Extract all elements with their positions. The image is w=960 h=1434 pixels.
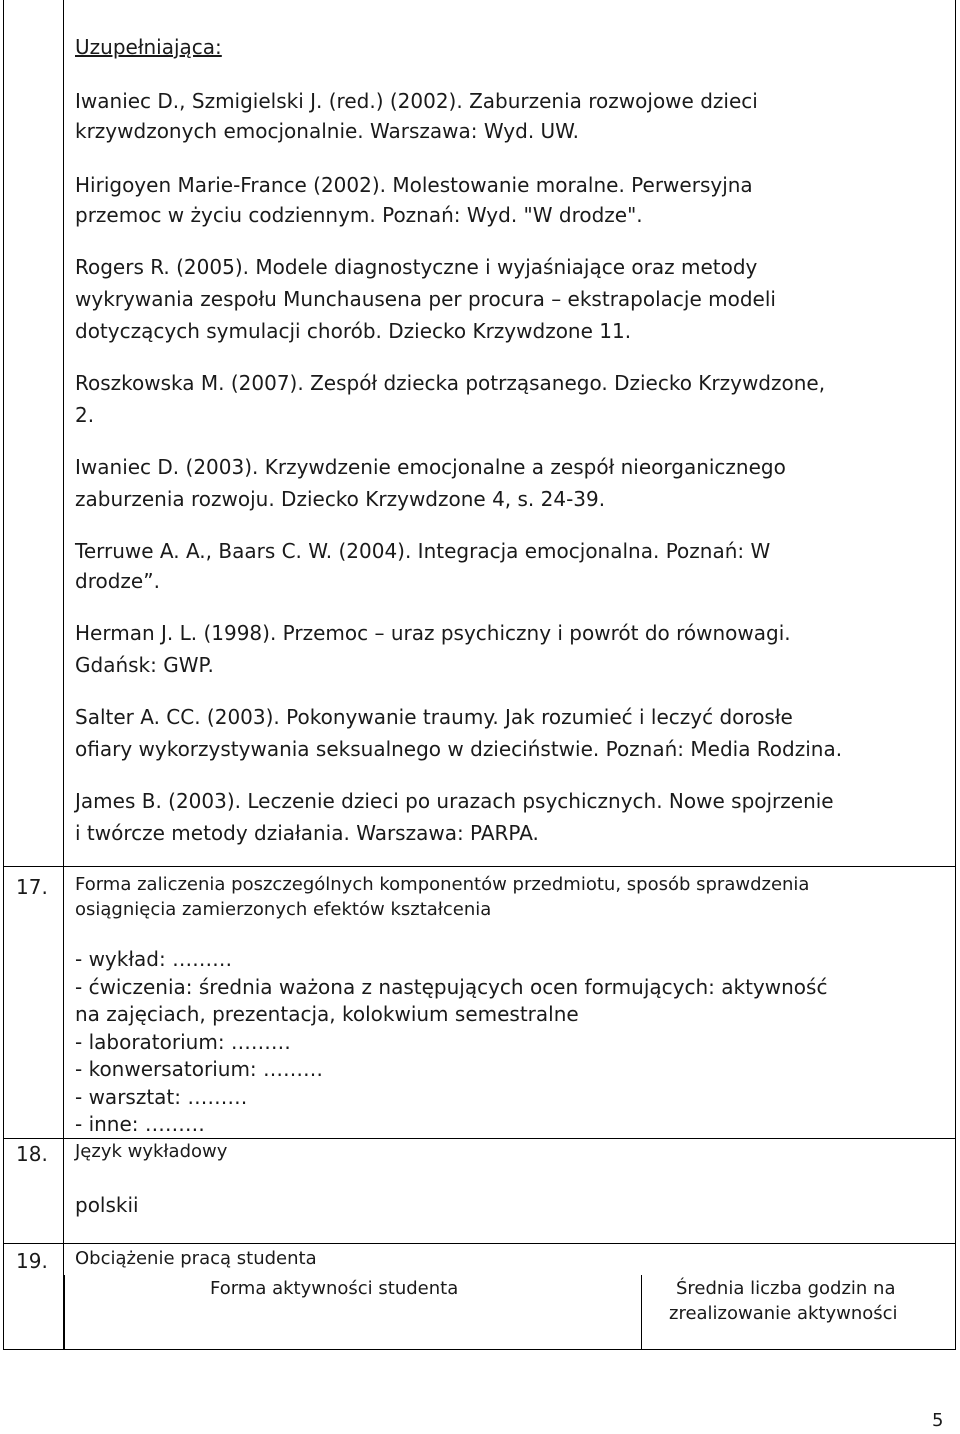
row-divider-19 — [3, 1243, 956, 1244]
section-17-title-line-2: osiągnięcia zamierzonych efektów kształcenia — [75, 899, 492, 920]
section-19-number: 19. — [16, 1249, 48, 1273]
page-number: 5 — [932, 1410, 944, 1431]
bib-entry-3-line-2: wykrywania zespołu Munchausena per procura – ekstrapolacje modeli — [75, 287, 776, 311]
language-value: polskii — [75, 1193, 139, 1217]
table-border-bottom — [3, 1349, 956, 1350]
bib-entry-4-line-2: 2. — [75, 403, 95, 427]
workload-col-hours-header-line-1: Średnia liczba godzin na — [676, 1278, 896, 1299]
bib-entry-8-line-1: Salter A. CC. (2003). Pokonywanie traumy. Jak rozumieć i leczyć dorosłe — [75, 705, 793, 729]
assessment-item-exercises-cont: na zajęciach, prezentacja, kolokwium semestralne — [75, 1002, 579, 1026]
workload-col-divider-1 — [64, 1275, 65, 1350]
supplementary-heading: Uzupełniająca: — [75, 35, 222, 59]
section-17-number: 17. — [16, 875, 48, 899]
workload-col-divider-2 — [641, 1275, 642, 1350]
bib-entry-7-line-2: Gdańsk: GWP. — [75, 653, 214, 677]
bib-entry-2-line-2: przemoc w życiu codziennym. Poznań: Wyd. "W drodze". — [75, 203, 643, 227]
bib-entry-1-line-1: Iwaniec D., Szmigielski J. (red.) (2002). Zaburzenia rozwojowe dzieci — [75, 89, 758, 113]
number-column-divider — [63, 0, 64, 1350]
bib-entry-3-line-3: dotyczących symulacji chorób. Dziecko Krzywdzone 11. — [75, 319, 632, 343]
assessment-item-laboratory: - laboratorium: ……… — [75, 1030, 291, 1054]
bib-entry-5-line-1: Iwaniec D. (2003). Krzywdzenie emocjonalne a zespół nieorganicznego — [75, 455, 786, 479]
section-18-number: 18. — [16, 1142, 48, 1166]
bib-entry-9-line-2: i twórcze metody działania. Warszawa: PARPA. — [75, 821, 539, 845]
bib-entry-2-line-1: Hirigoyen Marie-France (2002). Molestowanie moralne. Perwersyjna — [75, 173, 753, 197]
bib-entry-3-line-1: Rogers R. (2005). Modele diagnostyczne i wyjaśniające oraz metody — [75, 255, 758, 279]
assessment-item-other: - inne: ……… — [75, 1112, 205, 1136]
section-17-title-line-1: Forma zaliczenia poszczególnych komponentów przedmiotu, sposób sprawdzenia — [75, 874, 810, 895]
bib-entry-6-line-2: drodze”. — [75, 569, 160, 593]
assessment-item-exercises: - ćwiczenia: średnia ważona z następujących ocen formujących: aktywność — [75, 975, 828, 999]
assessment-item-workshop: - warsztat: ……… — [75, 1085, 248, 1109]
table-border-left — [3, 0, 4, 1350]
assessment-item-lecture: - wykład: ……… — [75, 947, 233, 971]
assessment-item-conversatory: - konwersatorium: ……… — [75, 1057, 324, 1081]
bib-entry-8-line-2: ofiary wykorzystywania seksualnego w dzieciństwie. Poznań: Media Rodzina. — [75, 737, 843, 761]
workload-col-activity-header: Forma aktywności studenta — [210, 1278, 459, 1299]
section-18-title: Język wykładowy — [75, 1141, 228, 1162]
section-19-title: Obciążenie pracą studenta — [75, 1248, 317, 1269]
bib-entry-4-line-1: Roszkowska M. (2007). Zespół dziecka potrząsanego. Dziecko Krzywdzone, — [75, 371, 826, 395]
table-border-right — [955, 0, 956, 1350]
bib-entry-5-line-2: zaburzenia rozwoju. Dziecko Krzywdzone 4, s. 24-39. — [75, 487, 606, 511]
bib-entry-1-line-2: krzywdzonych emocjonalnie. Warszawa: Wyd. UW. — [75, 119, 580, 143]
bib-entry-7-line-1: Herman J. L. (1998). Przemoc – uraz psychiczny i powrót do równowagi. — [75, 621, 791, 645]
row-divider-17 — [3, 866, 956, 867]
workload-col-hours-header-line-2: zrealizowanie aktywności — [669, 1303, 898, 1324]
bib-entry-9-line-1: James B. (2003). Leczenie dzieci po urazach psychicznych. Nowe spojrzenie — [75, 789, 834, 813]
bib-entry-6-line-1: Terruwe A. A., Baars C. W. (2004). Integracja emocjonalna. Poznań: W — [75, 539, 771, 563]
